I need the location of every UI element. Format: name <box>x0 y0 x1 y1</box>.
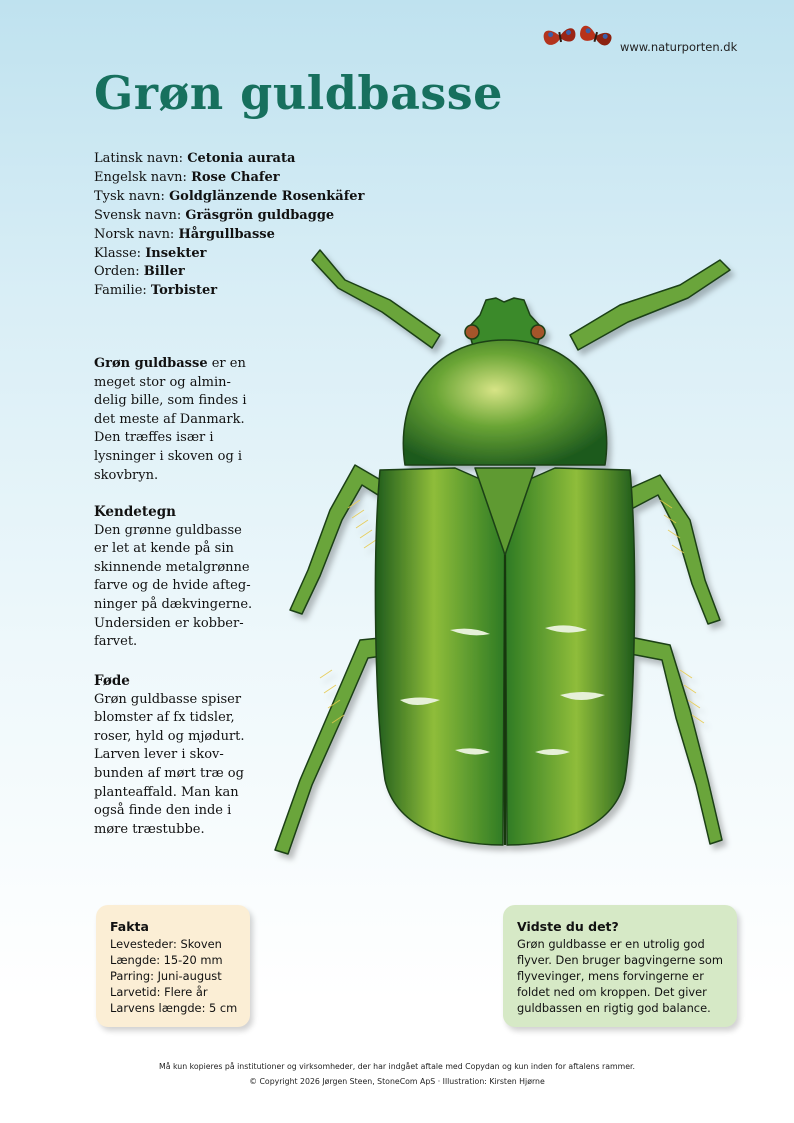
page-title: Grøn guldbasse <box>94 66 503 120</box>
did-you-know-line: flyvevinger, mens forvingerne er <box>517 969 704 983</box>
intro-bold: Grøn guldbasse <box>94 356 208 371</box>
name-value: Biller <box>143 264 185 280</box>
fode-line: møre træstubbe. <box>94 821 205 837</box>
name-label: Engelsk navn: <box>94 169 187 185</box>
fode-line: også finde den inde i <box>94 803 232 819</box>
did-you-know-line: flyver. Den bruger bagvingerne som <box>517 953 723 967</box>
name-label: Latinsk navn: <box>94 151 184 166</box>
fode-line: roser, hyld og mjødurt. <box>94 728 245 744</box>
footer-copyright: © Copyright 2026 Jørgen Steen, StoneCom ApS · Illustration: Kirsten Hjørne <box>249 1077 545 1086</box>
name-value: Rose Chafer <box>191 169 280 185</box>
name-label: Familie: <box>94 283 147 299</box>
butterfly-logo <box>538 18 618 54</box>
did-you-know-box <box>503 905 737 1027</box>
intro-line: meget stor og almin- <box>94 374 231 390</box>
fode-line: bunden af mørt træ og <box>94 765 244 781</box>
intro-line: lysninger i skoven og i <box>94 448 243 464</box>
name-row-swedish <box>94 207 364 226</box>
name-label: Norsk navn: <box>94 226 175 242</box>
name-value: Torbister <box>150 283 218 299</box>
facts-heading: Fakta <box>110 919 149 934</box>
did-you-know-line: guldbassen en rigtig god balance. <box>517 1001 711 1015</box>
fode-line: planteaffald. Man kan <box>94 784 239 800</box>
fode-line: blomster af fx tidsler, <box>94 710 235 726</box>
kendetegn-line: er let at kende på sin <box>94 541 234 557</box>
facts-line: Larvens længde: 5 cm <box>110 1001 238 1015</box>
kendetegn-line: Undersiden er kobber- <box>94 615 244 631</box>
facts-line: Parring: Juni-august <box>110 969 222 983</box>
name-value: Goldglänzende Rosenkäfer <box>169 188 365 204</box>
intro-line: delig bille, som findes i <box>94 393 247 409</box>
name-value: Hårgullbasse <box>178 226 275 242</box>
facts-line: Larvetid: Flere år <box>110 985 208 999</box>
name-label: Klasse: <box>94 245 142 261</box>
name-label: Svensk navn: <box>94 207 182 223</box>
site-url[interactable]: www.naturporten.dk <box>620 40 738 54</box>
name-row-english <box>94 169 364 188</box>
intro-line: det meste af Danmark. <box>94 411 245 427</box>
name-value: Insekter <box>145 245 207 261</box>
kendetegn-section <box>94 503 264 652</box>
name-label: Orden: <box>94 264 140 280</box>
fode-line: Grøn guldbasse spiser <box>94 691 242 707</box>
footer-copy-notice: Må kun kopieres på institutioner og virksomheder, der har indgået aftale med Copydan og kun inden for aftalens rammer. <box>159 1062 635 1071</box>
facts-line: Levesteder: Skoven <box>110 937 222 951</box>
fode-section <box>94 672 264 839</box>
intro-text <box>94 355 264 485</box>
kendetegn-line: skinnende metalgrønne <box>94 559 250 575</box>
facts-box <box>96 905 250 1027</box>
intro-line: Den træffes især i <box>94 430 214 446</box>
beetle-illustration <box>260 240 770 930</box>
intro-line: er en <box>207 356 246 371</box>
did-you-know-heading: Vidste du det? <box>517 919 619 934</box>
kendetegn-line: farve og de hvide afteg- <box>94 578 251 594</box>
name-label: Tysk navn: <box>94 188 165 204</box>
did-you-know-line: foldet ned om kroppen. Det giver <box>517 985 707 999</box>
kendetegn-line: Den grønne guldbasse <box>94 522 242 538</box>
kendetegn-heading: Kendetegn <box>94 504 176 520</box>
kendetegn-line: farvet. <box>94 634 138 650</box>
fode-line: Larven lever i skov- <box>94 747 224 763</box>
did-you-know-line: Grøn guldbasse er en utrolig god <box>517 937 705 951</box>
name-row-german <box>94 188 364 207</box>
fode-heading: Føde <box>94 673 130 689</box>
name-value: Cetonia aurata <box>187 151 296 166</box>
kendetegn-line: ninger på dækvingerne. <box>94 596 253 612</box>
facts-line: Længde: 15-20 mm <box>110 953 223 967</box>
name-row-latin <box>94 150 364 169</box>
name-value: Gräsgrön guldbagge <box>185 207 335 223</box>
intro-line: skovbryn. <box>94 467 159 483</box>
